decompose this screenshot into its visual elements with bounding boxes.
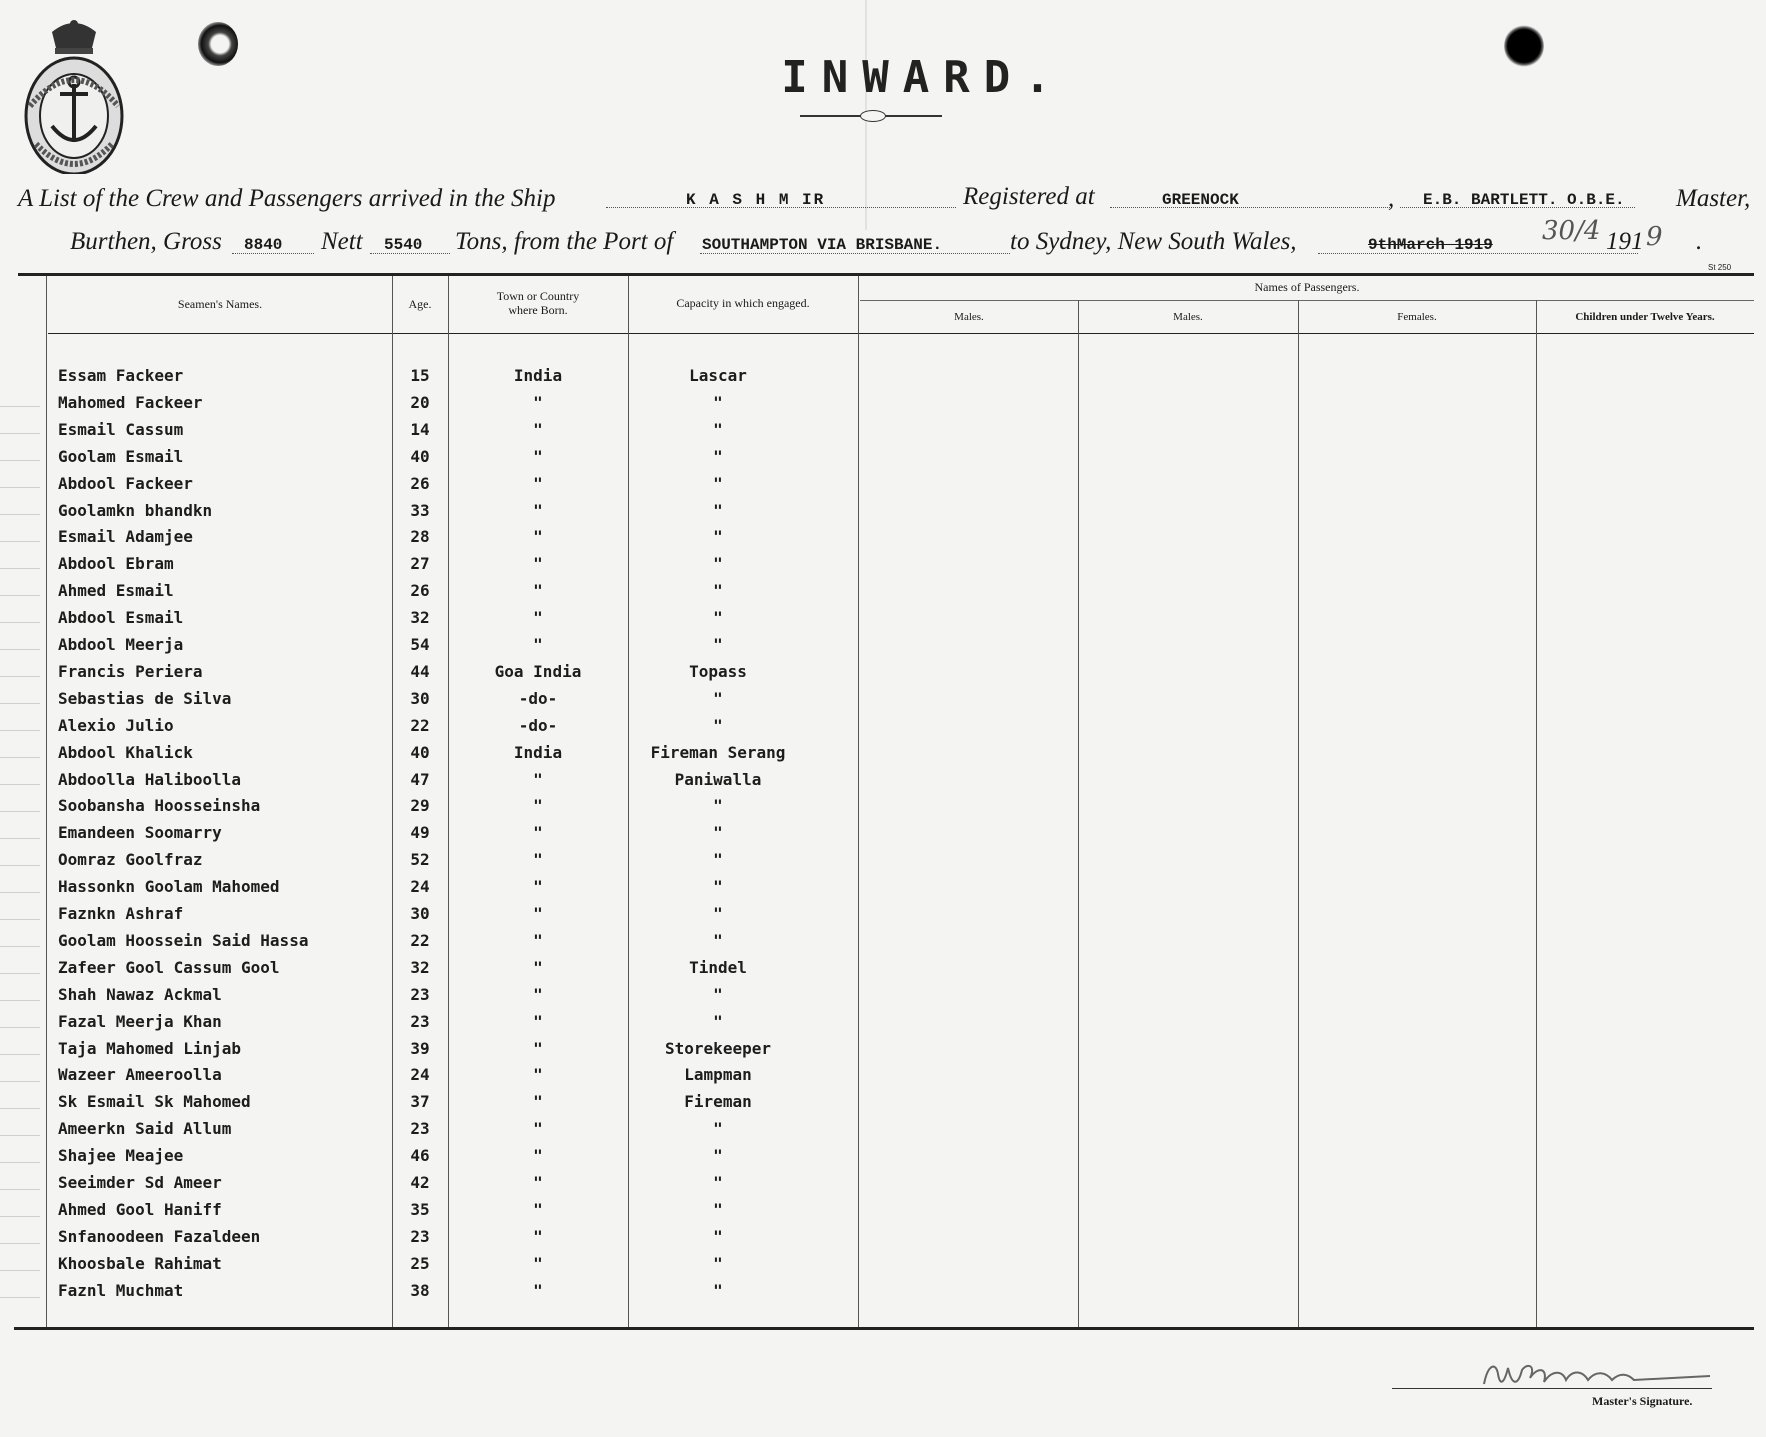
- crew-age: 24: [410, 877, 430, 896]
- crew-birthplace: ": [533, 1039, 543, 1058]
- crew-birthplace: ": [533, 796, 543, 815]
- table-bottom-rule: [14, 1327, 1754, 1330]
- crew-age: 23: [410, 985, 430, 1004]
- crew-birthplace: ": [533, 1254, 543, 1273]
- crew-capacity: ": [713, 608, 723, 627]
- crew-name: Taja Mahomed Linjab: [58, 1039, 242, 1058]
- gross-tons: 8840: [244, 236, 283, 254]
- crew-birthplace: ": [533, 1227, 543, 1246]
- crew-name: Ahmed Esmail: [58, 581, 174, 600]
- crew-name: Goolam Hoossein Said Hassa: [58, 931, 309, 950]
- crew-capacity: ": [713, 904, 723, 923]
- port-label: Tons, from the Port of: [455, 228, 674, 255]
- signature-line: [1392, 1388, 1712, 1389]
- crew-capacity: Fireman Serang: [650, 743, 786, 762]
- crew-name: Goolam Esmail: [58, 447, 184, 466]
- crew-birthplace: ": [533, 501, 543, 520]
- col-divider-males: [1078, 300, 1079, 1327]
- header-names-of-passengers: Names of Passengers.: [1254, 280, 1360, 294]
- departure-port: SOUTHAMPTON VIA BRISBANE.: [702, 236, 943, 254]
- col-divider-left: [46, 276, 47, 1327]
- crew-age: 24: [410, 1065, 430, 1084]
- year-handwritten: 9: [1646, 222, 1663, 252]
- crew-name: Hassonkn Goolam Mahomed: [58, 877, 280, 896]
- crew-name: Shah Nawaz Ackmal: [58, 985, 222, 1004]
- crew-birthplace: ": [533, 581, 543, 600]
- crew-birthplace: ": [533, 447, 543, 466]
- crew-age: 54: [410, 635, 430, 654]
- registered-dotted-line: [1110, 206, 1390, 208]
- crew-capacity: ": [713, 1119, 723, 1138]
- header-children: Children under Twelve Years.: [1575, 311, 1715, 323]
- crew-name: Esmail Cassum: [58, 420, 184, 439]
- crew-birthplace: ": [533, 554, 543, 573]
- crew-birthplace: ": [533, 527, 543, 546]
- table-top-rule: [18, 273, 1754, 276]
- crew-birthplace: ": [533, 1119, 543, 1138]
- crew-birthplace: ": [533, 474, 543, 493]
- master-name: E.B. BARTLETT. O.B.E.: [1423, 191, 1625, 209]
- crew-age: 42: [410, 1173, 430, 1192]
- crew-age: 35: [410, 1200, 430, 1219]
- header-age: Age.: [408, 297, 432, 311]
- crew-capacity: ": [713, 931, 723, 950]
- ledger-lines: [0, 380, 40, 1320]
- crew-capacity: Fireman: [684, 1092, 752, 1111]
- registered-label: Registered at: [963, 183, 1095, 210]
- document-title: INWARD.: [781, 52, 1065, 103]
- handwritten-date: 30/4: [1542, 216, 1601, 246]
- crew-age: 30: [410, 689, 430, 708]
- crew-capacity: ": [713, 635, 723, 654]
- crew-name: Abdoolla Haliboolla: [58, 770, 242, 789]
- date-end-period: .: [1696, 228, 1703, 255]
- crew-birthplace: ": [533, 877, 543, 896]
- crew-capacity: ": [713, 823, 723, 842]
- crew-birthplace: ": [533, 770, 543, 789]
- crew-age: 28: [410, 527, 430, 546]
- col-divider-children: [1536, 300, 1537, 1327]
- crew-name: Sebastias de Silva: [58, 689, 232, 708]
- crew-name: Abdool Khalick: [58, 743, 193, 762]
- nett-label: Nett: [321, 228, 363, 255]
- master-signature-icon: [1478, 1356, 1718, 1392]
- crew-name: Oomraz Goolfraz: [58, 850, 203, 869]
- crew-age: 29: [410, 796, 430, 815]
- crew-name: Abdool Esmail: [58, 608, 184, 627]
- header-born-line2: where Born.: [508, 303, 568, 317]
- table-header-rule: [48, 333, 1754, 334]
- crew-capacity: ": [713, 850, 723, 869]
- registered-port: GREENOCK: [1162, 191, 1239, 209]
- crew-birthplace: India: [513, 366, 563, 385]
- crew-birthplace: Goa India: [494, 662, 582, 681]
- crew-name: Zafeer Gool Cassum Gool: [58, 958, 280, 977]
- crew-age: 15: [410, 366, 430, 385]
- title-ornament: [860, 110, 886, 122]
- crew-name: Esmail Adamjee: [58, 527, 193, 546]
- crew-birthplace: ": [533, 420, 543, 439]
- crew-age: 20: [410, 393, 430, 412]
- crew-age: 23: [410, 1227, 430, 1246]
- crew-name: Emandeen Soomarry: [58, 823, 222, 842]
- nett-tons: 5540: [384, 236, 423, 254]
- header-males-1: Males.: [954, 311, 984, 323]
- crew-birthplace: ": [533, 1173, 543, 1192]
- crew-age: 22: [410, 716, 430, 735]
- crew-name: Francis Periera: [58, 662, 203, 681]
- master-label: Master,: [1676, 185, 1751, 212]
- crew-name: Snfanoodeen Fazaldeen: [58, 1227, 261, 1246]
- crew-name: Wazeer Ameeroolla: [58, 1065, 222, 1084]
- header-born-line1: Town or Country: [496, 289, 580, 303]
- crew-capacity: Tindel: [689, 958, 747, 977]
- crew-capacity: ": [713, 1173, 723, 1192]
- crew-capacity: ": [713, 393, 723, 412]
- crew-birthplace: ": [533, 1012, 543, 1031]
- crew-birthplace: -do-: [518, 716, 558, 735]
- crew-birthplace: ": [533, 1281, 543, 1300]
- crew-birthplace: ": [533, 1200, 543, 1219]
- crew-age: 33: [410, 501, 430, 520]
- crew-name: Ahmed Gool Haniff: [58, 1200, 222, 1219]
- crew-name: Seeimder Sd Ameer: [58, 1173, 222, 1192]
- crew-birthplace: ": [533, 985, 543, 1004]
- crew-birthplace: ": [533, 850, 543, 869]
- crew-birthplace: India: [513, 743, 563, 762]
- crew-capacity: Storekeeper: [665, 1039, 771, 1058]
- crew-capacity: ": [713, 1200, 723, 1219]
- list-heading-prefix: A List of the Crew and Passengers arrived in the Ship: [18, 185, 556, 212]
- crew-name: Faznl Muchmat: [58, 1281, 184, 1300]
- crew-name: Abdool Meerja: [58, 635, 184, 654]
- crew-name: Goolamkn bhandkn: [58, 501, 213, 520]
- crew-birthplace: ": [533, 393, 543, 412]
- crew-age: 26: [410, 474, 430, 493]
- crew-birthplace: ": [533, 635, 543, 654]
- crew-name: Essam Fackeer: [58, 366, 184, 385]
- crew-name: Sk Esmail Sk Mahomed: [58, 1092, 251, 1111]
- crew-name: Abdool Ebram: [58, 554, 174, 573]
- crew-age: 49: [410, 823, 430, 842]
- passengers-subheader-rule: [860, 300, 1754, 301]
- burthen-label: Burthen, Gross: [70, 228, 222, 255]
- crew-capacity: ": [713, 877, 723, 896]
- crew-name: Mahomed Fackeer: [58, 393, 203, 412]
- crew-birthplace: ": [533, 1146, 543, 1165]
- crew-name: Khoosbale Rahimat: [58, 1254, 222, 1273]
- crew-name: Soobansha Hoosseinsha: [58, 796, 261, 815]
- crew-name: Shajee Meajee: [58, 1146, 184, 1165]
- crew-capacity: ": [713, 447, 723, 466]
- crew-age: 14: [410, 420, 430, 439]
- crew-age: 27: [410, 554, 430, 573]
- col-divider-passengers: [858, 276, 859, 1327]
- crew-capacity: ": [713, 985, 723, 1004]
- crew-capacity: ": [713, 1227, 723, 1246]
- crew-capacity: ": [713, 1254, 723, 1273]
- crew-age: 23: [410, 1119, 430, 1138]
- crew-capacity: ": [713, 554, 723, 573]
- crew-capacity: ": [713, 527, 723, 546]
- crew-name: Alexio Julio: [58, 716, 174, 735]
- crew-age: 22: [410, 931, 430, 950]
- crew-birthplace: ": [533, 823, 543, 842]
- crew-age: 39: [410, 1039, 430, 1058]
- crew-name: Abdool Fackeer: [58, 474, 193, 493]
- crew-age: 44: [410, 662, 430, 681]
- ship-name: K A S H M IR: [686, 191, 826, 209]
- crew-name: Fazal Meerja Khan: [58, 1012, 222, 1031]
- crew-age: 32: [410, 608, 430, 627]
- crew-birthplace: ": [533, 931, 543, 950]
- svg-text:E.B.Bartlett: E.B.Bartlett: [1478, 1356, 1483, 1357]
- crew-age: 26: [410, 581, 430, 600]
- crew-name: Faznkn Ashraf: [58, 904, 184, 923]
- signature-label: Master's Signature.: [1592, 1394, 1693, 1408]
- header-males-2: Males.: [1173, 311, 1203, 323]
- crew-capacity: ": [713, 796, 723, 815]
- header-females: Females.: [1397, 311, 1437, 323]
- crew-capacity: ": [713, 1146, 723, 1165]
- crew-age: 23: [410, 1012, 430, 1031]
- crew-capacity: ": [713, 716, 723, 735]
- typed-date-struck: 9thMarch 1919: [1368, 236, 1493, 254]
- crew-capacity: Topass: [689, 662, 747, 681]
- crew-capacity: Paniwalla: [674, 770, 762, 789]
- col-divider-females: [1298, 300, 1299, 1327]
- crew-age: 25: [410, 1254, 430, 1273]
- crew-capacity: ": [713, 581, 723, 600]
- crew-capacity: ": [713, 1012, 723, 1031]
- crew-capacity: ": [713, 501, 723, 520]
- crew-birthplace: ": [533, 1092, 543, 1111]
- crew-name: Ameerkn Said Allum: [58, 1119, 232, 1138]
- year-printed: 191: [1606, 228, 1644, 255]
- crew-age: 37: [410, 1092, 430, 1111]
- crew-age: 38: [410, 1281, 430, 1300]
- crew-age: 47: [410, 770, 430, 789]
- comma: ,: [1388, 185, 1395, 212]
- crew-age: 40: [410, 447, 430, 466]
- form-code: St 250: [1708, 263, 1732, 272]
- crew-age: 40: [410, 743, 430, 762]
- header-capacity: Capacity in which engaged.: [676, 296, 810, 310]
- crew-birthplace: ": [533, 904, 543, 923]
- crew-capacity: ": [713, 474, 723, 493]
- crew-age: 32: [410, 958, 430, 977]
- crew-capacity: Lampman: [684, 1065, 752, 1084]
- crew-age: 46: [410, 1146, 430, 1165]
- header-seamens-names: Seamen's Names.: [177, 297, 263, 311]
- destination-label: to Sydney, New South Wales,: [1010, 228, 1297, 255]
- crew-birthplace: ": [533, 1065, 543, 1084]
- crew-birthplace: ": [533, 608, 543, 627]
- crew-age: 30: [410, 904, 430, 923]
- crew-age: 52: [410, 850, 430, 869]
- crew-birthplace: ": [533, 958, 543, 977]
- crew-capacity: Lascar: [689, 366, 747, 385]
- crew-capacity: ": [713, 689, 723, 708]
- crew-capacity: ": [713, 420, 723, 439]
- crew-birthplace: -do-: [518, 689, 558, 708]
- crew-capacity: ": [713, 1281, 723, 1300]
